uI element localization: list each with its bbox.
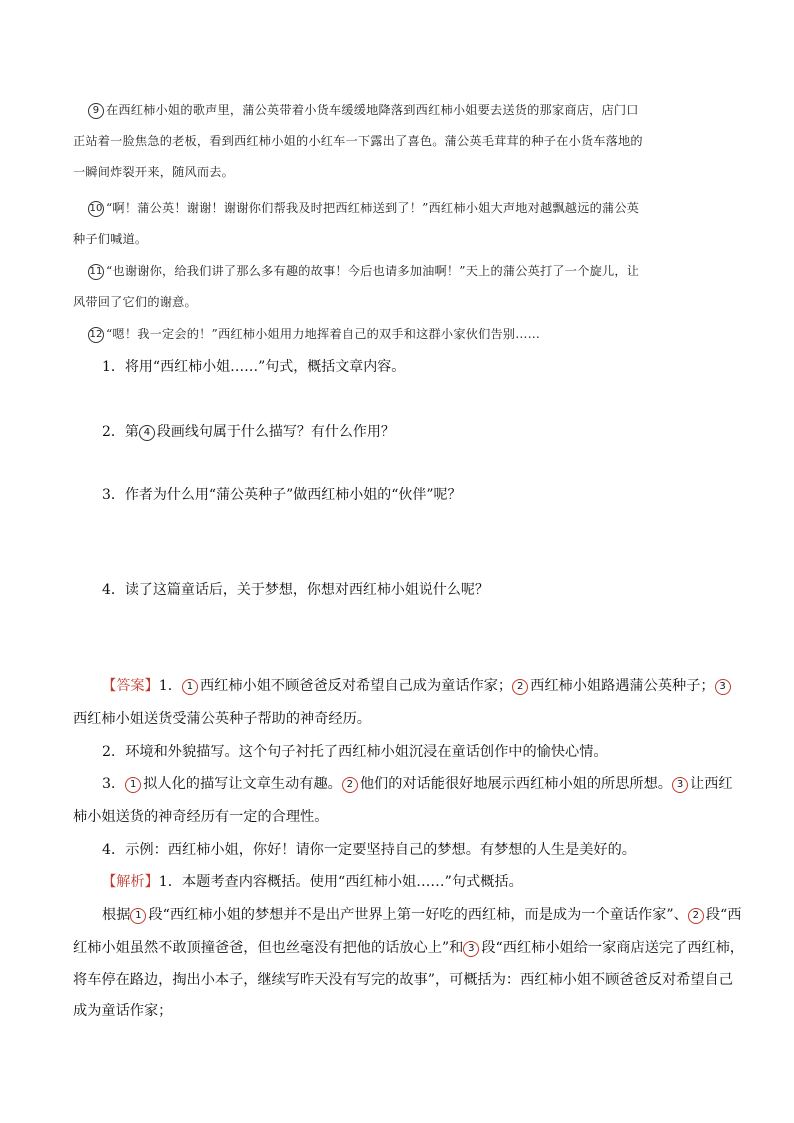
number-badge: 3 <box>463 941 479 957</box>
story-text: “也谢谢你，给我们讲了那么多有趣的故事！今后也请多加油啊！”天上的蒲公英打了一个旋儿，让 <box>106 264 640 278</box>
answer-line-2: 西红柿小姐送货受蒲公英种子帮助的神奇经历。 <box>73 711 371 727</box>
question-3: 3．作者为什么用“蒲公英种子”做西红柿小姐的“伙伴”呢？ <box>102 487 462 503</box>
number-badge: 2 <box>688 908 704 924</box>
story-text: “嗯！我一定会的！”西红柿小姐用力地挥着自己的双手和这群小家伙们告别…… <box>106 327 541 341</box>
answer-3-line-2: 柿小姐送货的神奇经历有一定的合理性。 <box>73 809 329 825</box>
paragraph-number-badge: 11 <box>88 264 104 280</box>
question-text: 段画线句属于什么描写？有什么作用？ <box>156 424 395 440</box>
number-badge: 3 <box>715 679 731 695</box>
answer-tag: 【答案】 <box>102 678 159 694</box>
answer-text: 他们的对话能很好地展示西红柿小姐的所思所想。 <box>359 776 672 792</box>
number-badge: 1 <box>182 679 198 695</box>
answer-4: 4．示例：西红柿小姐，你好！请你一定要坚持自己的梦想。有梦想的人生是美好的。 <box>102 842 636 858</box>
story-paragraph-9-line-1 <box>88 101 639 119</box>
analysis-line-4: 将车停在路边，掏出小本子，继续写昨天没有写完的故事”，可概括为：西红柿小姐不顾爸爸反对希望自己 <box>73 972 733 988</box>
question-2 <box>102 421 395 441</box>
story-paragraph-9-line-3: 一瞬间炸裂开来，随风而去。 <box>73 165 235 179</box>
analysis-line-1 <box>102 871 523 891</box>
answer-line-1 <box>102 675 733 695</box>
number-badge: 2 <box>512 679 528 695</box>
answer-text: 拟人化的描写让文章生动有趣。 <box>143 776 342 792</box>
analysis-text: 根据 <box>102 907 131 923</box>
answer-text: 西红柿小姐路遇蒲公英种子； <box>530 678 715 694</box>
analysis-text: 1．本题考查内容概括。使用“西红柿小姐……”句式概括。 <box>158 874 523 890</box>
paragraph-number-badge: 12 <box>88 327 104 343</box>
analysis-line-2 <box>102 904 741 924</box>
number-badge: 1 <box>130 908 146 924</box>
analysis-tag: 【解析】 <box>102 874 159 890</box>
answer-text: 3． <box>102 776 126 792</box>
story-paragraph-10-line-1 <box>88 199 639 217</box>
answer-text: 1． <box>158 678 182 694</box>
number-badge: 2 <box>342 777 358 793</box>
number-badge: 3 <box>672 777 688 793</box>
question-4: 4．读了这篇童话后，关于梦想，你想对西红柿小姐说什么呢？ <box>102 582 489 598</box>
story-paragraph-11-line-2: 风带回了它们的谢意。 <box>73 295 197 309</box>
paragraph-number-badge: 4 <box>139 425 155 441</box>
story-paragraph-9-line-2: 正站着一脸焦急的老板，看到西红柿小姐的小红车一下露出了喜色。蒲公英毛茸茸的种子在小货车落地的 <box>73 134 643 148</box>
story-paragraph-11-line-1 <box>88 262 639 280</box>
number-badge: 1 <box>125 777 141 793</box>
story-paragraph-10-line-2: 种子们喊道。 <box>73 232 148 246</box>
analysis-text: 段“西 <box>705 907 742 923</box>
analysis-text: 段“西红柿小姐的梦想并不是出产世界上第一好吃的西红柿，而是成为一个童话作家”、 <box>148 907 688 923</box>
story-text: “啊！蒲公英！谢谢！谢谢你们帮我及时把西红柿送到了！”西红柿小姐大声地对越飘越远的蒲公英 <box>106 201 640 215</box>
question-1: 1．将用“西红柿小姐……”句式，概括文章内容。 <box>102 359 406 375</box>
answer-3-line-1 <box>102 773 733 793</box>
analysis-text: 段“西红柿小姐给一家商店送完了西红柿， <box>481 940 744 956</box>
answer-2: 2．环境和外貌描写。这个句子衬托了西红柿小姐沉浸在童话创作中的愉快心情。 <box>102 744 608 760</box>
story-paragraph-12-line-1 <box>88 325 540 343</box>
analysis-text: 红柿小姐虽然不敢顶撞爸爸，但也丝毫没有把他的话放心上”和 <box>73 940 464 956</box>
answer-text: 让西红 <box>690 776 733 792</box>
paragraph-number-badge: 9 <box>88 103 104 119</box>
answer-text: 西红柿小姐不顾爸爸反对希望自己成为童话作家； <box>199 678 513 694</box>
question-text: 2．第 <box>102 424 139 440</box>
analysis-line-3 <box>73 937 744 957</box>
paragraph-number-badge: 10 <box>88 201 104 217</box>
story-text: 在西红柿小姐的歌声里，蒲公英带着小货车缓缓地降落到西红柿小姐要去送货的那家商店，店门口 <box>106 103 639 117</box>
analysis-line-5: 成为童话作家； <box>73 1003 173 1019</box>
